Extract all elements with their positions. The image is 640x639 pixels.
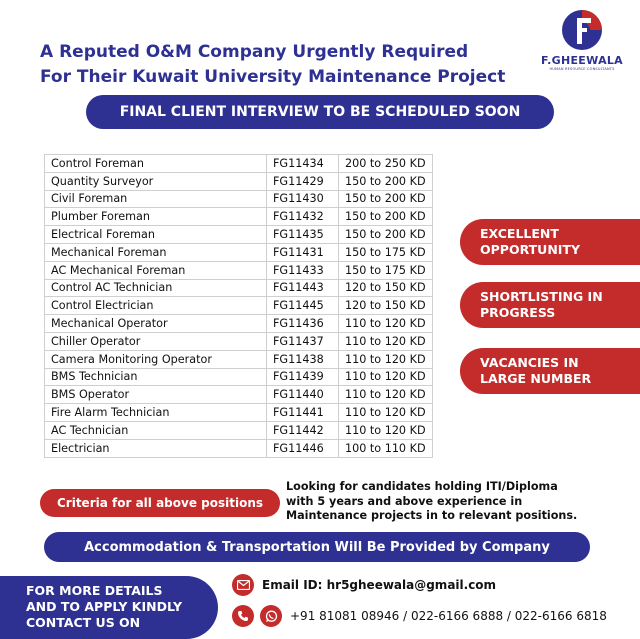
table-row	[45, 226, 433, 244]
criteria-label: Criteria for all above positions	[40, 489, 280, 517]
logo-tagline: HUMAN RESOURCE CONSULTANTS	[549, 67, 615, 71]
job-salary-cell: 110 to 120 KD	[339, 404, 433, 422]
job-code-cell: FG11431	[267, 243, 339, 261]
job-salary-cell: 100 to 110 KD	[339, 439, 433, 457]
job-title-cell: Chiller Operator	[45, 332, 267, 350]
job-salary-cell: 110 to 120 KD	[339, 332, 433, 350]
job-code-cell: FG11445	[267, 297, 339, 315]
logo-name: F.GHEEWALA	[540, 54, 623, 67]
jobs-table	[44, 154, 433, 458]
job-title-cell: Control Electrician	[45, 297, 267, 315]
job-salary-cell: 120 to 150 KD	[339, 279, 433, 297]
interview-banner: FINAL CLIENT INTERVIEW TO BE SCHEDULED SOON	[86, 95, 554, 129]
job-salary-cell: 110 to 120 KD	[339, 368, 433, 386]
tag-line: PROGRESS	[480, 305, 556, 320]
table-row	[45, 172, 433, 190]
job-code-cell: FG11437	[267, 332, 339, 350]
job-salary-cell: 150 to 175 KD	[339, 243, 433, 261]
job-salary-cell: 150 to 200 KD	[339, 226, 433, 244]
job-code-cell: FG11435	[267, 226, 339, 244]
table-row	[45, 350, 433, 368]
contact-callout	[0, 576, 218, 639]
jobs-table-body	[45, 155, 433, 458]
job-title-cell: Camera Monitoring Operator	[45, 350, 267, 368]
job-salary-cell: 150 to 175 KD	[339, 261, 433, 279]
job-salary-cell: 150 to 200 KD	[339, 208, 433, 226]
email-row	[232, 574, 496, 596]
job-code-cell: FG11430	[267, 190, 339, 208]
tag-shortlisting	[460, 282, 640, 328]
job-code-cell: FG11446	[267, 439, 339, 457]
table-row	[45, 421, 433, 439]
tag-excellent-opportunity	[460, 219, 640, 265]
job-code-cell: FG11432	[267, 208, 339, 226]
table-row	[45, 155, 433, 173]
accommodation-banner: Accommodation & Transportation Will Be Provided by Company	[44, 532, 590, 562]
job-title-cell: Control Foreman	[45, 155, 267, 173]
criteria-description	[286, 480, 606, 524]
job-salary-cell: 110 to 120 KD	[339, 421, 433, 439]
job-salary-cell: 110 to 120 KD	[339, 315, 433, 333]
heading-line-2: For Their Kuwait University Maintenance Project	[40, 67, 506, 87]
table-row	[45, 243, 433, 261]
whatsapp-icon	[260, 605, 282, 627]
job-title-cell: BMS Operator	[45, 386, 267, 404]
contact-line: AND TO APPLY KINDLY	[26, 599, 183, 614]
page-heading	[40, 40, 510, 90]
job-title-cell: Control AC Technician	[45, 279, 267, 297]
job-code-cell: FG11441	[267, 404, 339, 422]
job-salary-cell: 200 to 250 KD	[339, 155, 433, 173]
job-title-cell: Electrician	[45, 439, 267, 457]
tag-line: LARGE NUMBER	[480, 371, 592, 386]
company-logo	[532, 8, 632, 80]
phone-row	[232, 605, 607, 627]
table-row	[45, 279, 433, 297]
job-code-cell: FG11436	[267, 315, 339, 333]
tag-vacancies	[460, 348, 640, 394]
job-salary-cell: 120 to 150 KD	[339, 297, 433, 315]
table-row	[45, 404, 433, 422]
contact-line: CONTACT US ON	[26, 615, 141, 630]
job-title-cell: Quantity Surveyor	[45, 172, 267, 190]
job-title-cell: Plumber Foreman	[45, 208, 267, 226]
heading-line-1: A Reputed O&M Company Urgently Required	[40, 42, 469, 62]
job-code-cell: FG11439	[267, 368, 339, 386]
job-salary-cell: 110 to 120 KD	[339, 350, 433, 368]
logo-mark-icon	[560, 8, 604, 52]
phone-icon	[232, 605, 254, 627]
job-code-cell: FG11429	[267, 172, 339, 190]
job-salary-cell: 150 to 200 KD	[339, 172, 433, 190]
tag-line: OPPORTUNITY	[480, 242, 581, 257]
tag-line: VACANCIES IN	[480, 355, 579, 370]
table-row	[45, 368, 433, 386]
job-title-cell: Mechanical Operator	[45, 315, 267, 333]
job-salary-cell: 110 to 120 KD	[339, 386, 433, 404]
criteria-line: with 5 years and above experience in	[286, 494, 523, 508]
job-code-cell: FG11443	[267, 279, 339, 297]
job-code-cell: FG11434	[267, 155, 339, 173]
tag-line: SHORTLISTING IN	[480, 289, 603, 304]
job-title-cell: BMS Technician	[45, 368, 267, 386]
email-address[interactable]: Email ID: hr5gheewala@gmail.com	[262, 578, 497, 592]
contact-line: FOR MORE DETAILS	[26, 583, 163, 598]
table-row	[45, 439, 433, 457]
email-icon	[232, 574, 254, 596]
job-code-cell: FG11433	[267, 261, 339, 279]
job-title-cell: Mechanical Foreman	[45, 243, 267, 261]
table-row	[45, 190, 433, 208]
job-title-cell: AC Mechanical Foreman	[45, 261, 267, 279]
tag-line: EXCELLENT	[480, 226, 559, 241]
criteria-line: Maintenance projects in to relevant positions.	[286, 509, 578, 522]
job-title-cell: AC Technician	[45, 421, 267, 439]
table-row	[45, 386, 433, 404]
job-code-cell: FG11442	[267, 421, 339, 439]
phone-numbers[interactable]: +91 81081 08946 / 022-6166 6888 / 022-6166 6818	[290, 609, 607, 623]
table-row	[45, 332, 433, 350]
criteria-line: Looking for candidates holding ITI/Diploma	[286, 480, 558, 493]
job-code-cell: FG11438	[267, 350, 339, 368]
table-row	[45, 208, 433, 226]
job-title-cell: Civil Foreman	[45, 190, 267, 208]
job-title-cell: Electrical Foreman	[45, 226, 267, 244]
table-row	[45, 261, 433, 279]
job-title-cell: Fire Alarm Technician	[45, 404, 267, 422]
table-row	[45, 315, 433, 333]
job-code-cell: FG11440	[267, 386, 339, 404]
table-row	[45, 297, 433, 315]
job-salary-cell: 150 to 200 KD	[339, 190, 433, 208]
